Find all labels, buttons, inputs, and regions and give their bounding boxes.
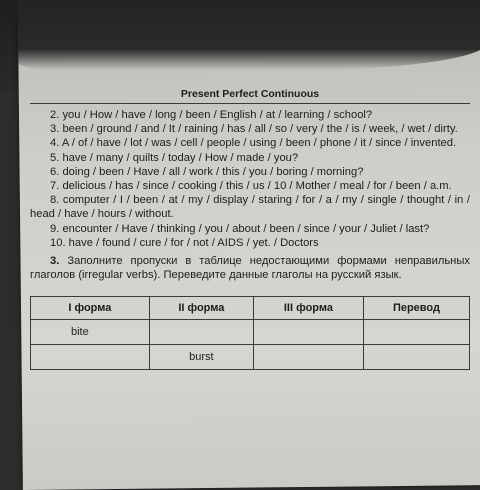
table-row (31, 320, 470, 345)
photo-shadow (18, 0, 480, 70)
task-text: Заполните пропуски в таблице недостающими формами неправильных глаголов (irregular verbs). Переведите данные глаголы на русский язык. (30, 255, 470, 282)
table-cell (363, 320, 469, 345)
exercise-item: 9. encounter / Have / thinking / you / about / been / since / your / Juliet / last? (50, 222, 430, 235)
column-header: I форма (31, 297, 150, 320)
table-cell: burst (149, 345, 253, 370)
task-number: 3. (50, 255, 60, 268)
column-header: III форма (253, 297, 363, 320)
exercise-item: 3. been / ground / and / It / raining / has / all / so / very / the / is / week, / wet / dirty. (50, 123, 458, 136)
exercise-item: 10. have / found / cure / for / not / AIDS / yet. / Doctors (50, 236, 319, 249)
table-cell (149, 320, 253, 345)
exercise-list (30, 108, 470, 250)
worksheet (30, 88, 470, 370)
task-instruction (30, 254, 470, 282)
table-cell (31, 345, 150, 370)
section-title: Present Perfect Continuous (30, 88, 470, 104)
irregular-verbs-table (30, 296, 470, 370)
table-cell (253, 320, 363, 345)
column-header: Перевод (363, 297, 469, 320)
table-row (31, 345, 470, 370)
exercise-item: 5. have / many / quilts / today / How / made / you? (50, 151, 299, 164)
table-header-row (31, 297, 470, 320)
table-cell (363, 345, 469, 370)
exercise-item: 6. doing / been / Have / all / work / this / you / boring / morning? (50, 165, 364, 178)
exercise-item: 2. you / How / have / long / been / English / at / learning / school? (50, 109, 373, 121)
exercise-item: 4. A / of / have / lot / was / cell / people / using / been / phone / it / since / invented. (50, 137, 457, 150)
table-cell: bite (31, 320, 150, 345)
table-cell (253, 345, 363, 370)
exercise-item: 7. delicious / has / since / cooking / this / us / 10 / Mother / meal / for / been / a.m. (50, 180, 452, 193)
exercise-item: 8. computer / I / been / at / my / display / staring / for / a / my / single / thought / in / head / have / hours / without. (30, 194, 470, 221)
column-header: II форма (149, 297, 253, 320)
